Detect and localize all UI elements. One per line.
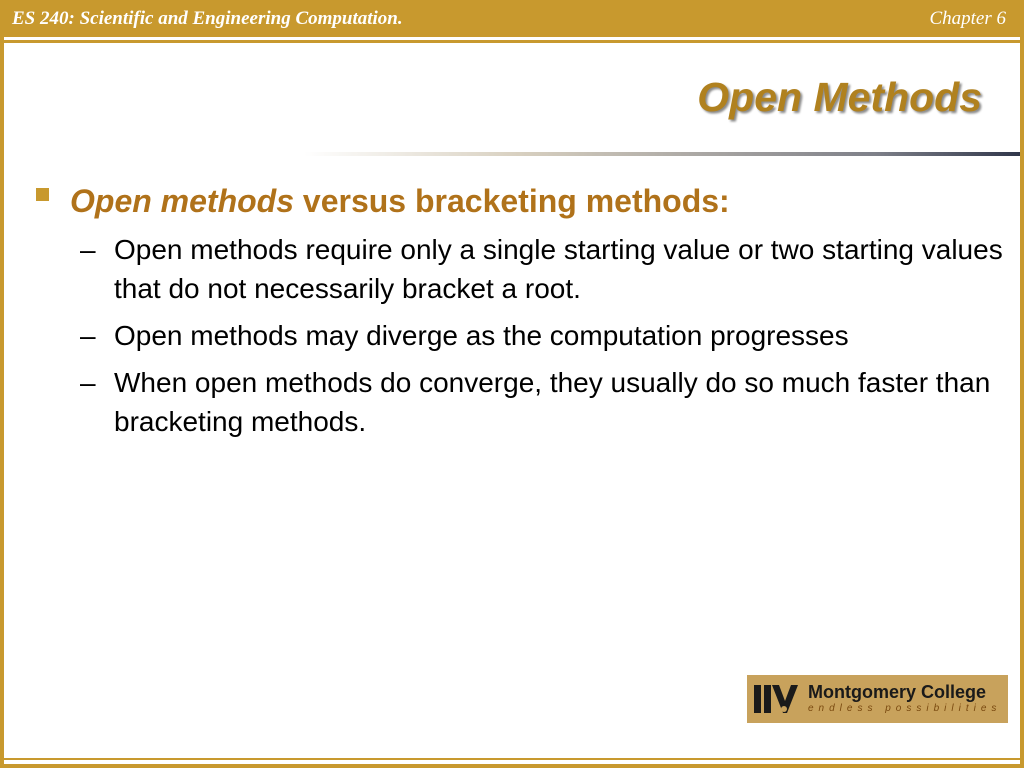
- main-bullet-emphasis: Open methods: [70, 183, 295, 219]
- dash-bullet: –: [80, 367, 96, 398]
- main-bullet-rest: versus bracketing methods:: [294, 183, 730, 219]
- sub-point: [80, 316, 1016, 355]
- main-bullet-text: [70, 178, 730, 224]
- course-title: ES 240: Scientific and Engineering Computation.: [12, 8, 403, 29]
- logo-name: Montgomery College: [808, 682, 987, 702]
- sub-point: [80, 363, 1016, 441]
- college-logo: [747, 675, 1008, 723]
- slide-content: [36, 178, 1016, 449]
- main-bullet: [36, 178, 1016, 224]
- chapter-label: Chapter 6: [929, 8, 1006, 29]
- dash-bullet: –: [80, 234, 96, 265]
- sub-point: [80, 230, 1016, 308]
- sub-point-text: Open methods require only a single starting value or two starting values that do not necessarily bracket a root.: [114, 234, 1003, 304]
- logo-tagline: endless possibilities: [808, 703, 1002, 714]
- square-bullet-icon: [36, 188, 49, 201]
- header-bar: [4, 0, 1020, 40]
- logo-text: [808, 682, 1001, 716]
- dash-bullet: –: [80, 320, 96, 351]
- header-divider: [4, 40, 1020, 43]
- sub-point-text: Open methods may diverge as the computation progresses: [114, 320, 849, 351]
- slide-title: Open Methods: [697, 74, 982, 120]
- footer-divider: [4, 758, 1020, 760]
- college-logo-icon: [752, 681, 800, 717]
- title-rule: [304, 152, 1020, 156]
- sub-point-list: [36, 230, 1016, 441]
- sub-point-text: When open methods do converge, they usually do so much faster than bracketing methods.: [114, 367, 991, 437]
